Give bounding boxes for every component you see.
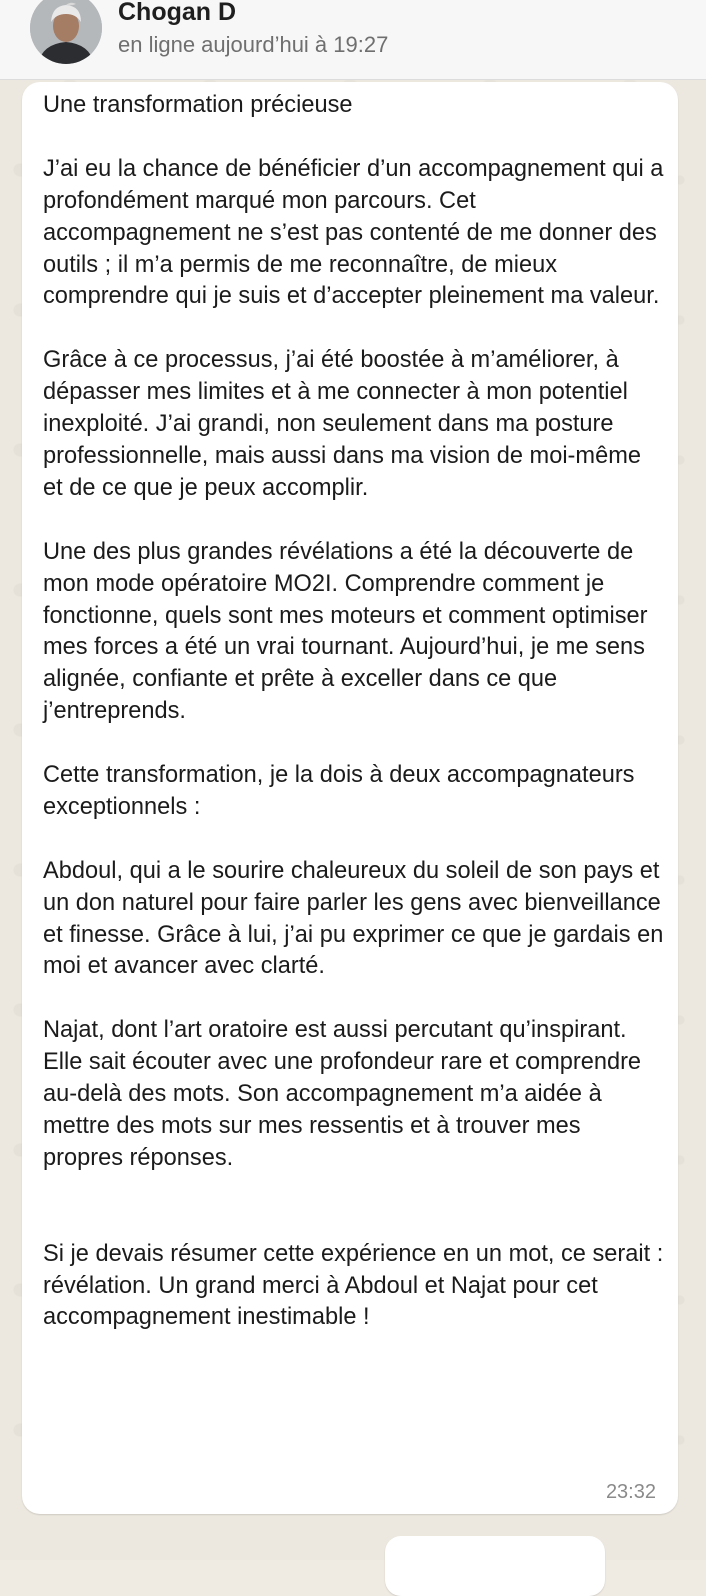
message-bubble[interactable] [22, 82, 678, 1514]
message-timestamp: 23:32 [605, 1481, 656, 1503]
contact-status: en ligne aujourd’hui à 19:27 [118, 32, 389, 57]
contact-avatar[interactable] [30, 0, 102, 64]
profile-photo-icon [30, 0, 102, 64]
next-message-bubble[interactable] [385, 1536, 605, 1596]
chat-header[interactable] [0, 0, 706, 80]
contact-name[interactable]: Chogan D [118, 0, 237, 26]
message-text: Une transformation précieuse J’ai eu la chance de bénéficier d’un accompagnement qui a profondément marqué mon parcours. Cet accompagnement ne s’est pas contenté de me donner des outils ; il m’a permis de me reconnaître, de mieux comprendre qui je suis et d’accepter pleinement ma valeur. Grâce à ce processus, j’ai été boostée à m’améliorer, à dépasser mes limites et à me connecter à mon potentiel inexploité. J’ai grandi, non seulement dans ma posture professionnelle, mais aussi dans ma vision de moi-même et de ce que je peux accomplir. Une des plus grandes révélations a été la découverte de mon mode opératoire MO2I. Comprendre comment je fonctionne, quels sont mes moteurs et comment optimiser mes forces a été un vrai tournant. Aujourd’hui, je me sens alignée, confiante et prête à exceller dans ce que j’entreprends. Cette transformation, je la dois à deux accompagnateurs exceptionnels : Abdoul, qui a le sourire chaleureux du soleil de son pays et un don naturel pour faire parler les gens avec bienveillance et finesse. Grâce à lui, j’ai pu exprimer ce que je gardais en moi et avancer avec clarté. Najat, dont l’art oratoire est aussi percutant qu’inspirant. Elle sait écouter avec une profondeur rare et comprendre au-delà des mots. Son accompagnement m’a aidée à mettre des mots sur mes ressentis et à trouver mes propres réponses. Si je devais résumer cette expérience en un mot, ce serait : révélation. Un grand merci à Abdoul et Najat pour cet accompagnement inestimable ! [43, 92, 664, 1331]
